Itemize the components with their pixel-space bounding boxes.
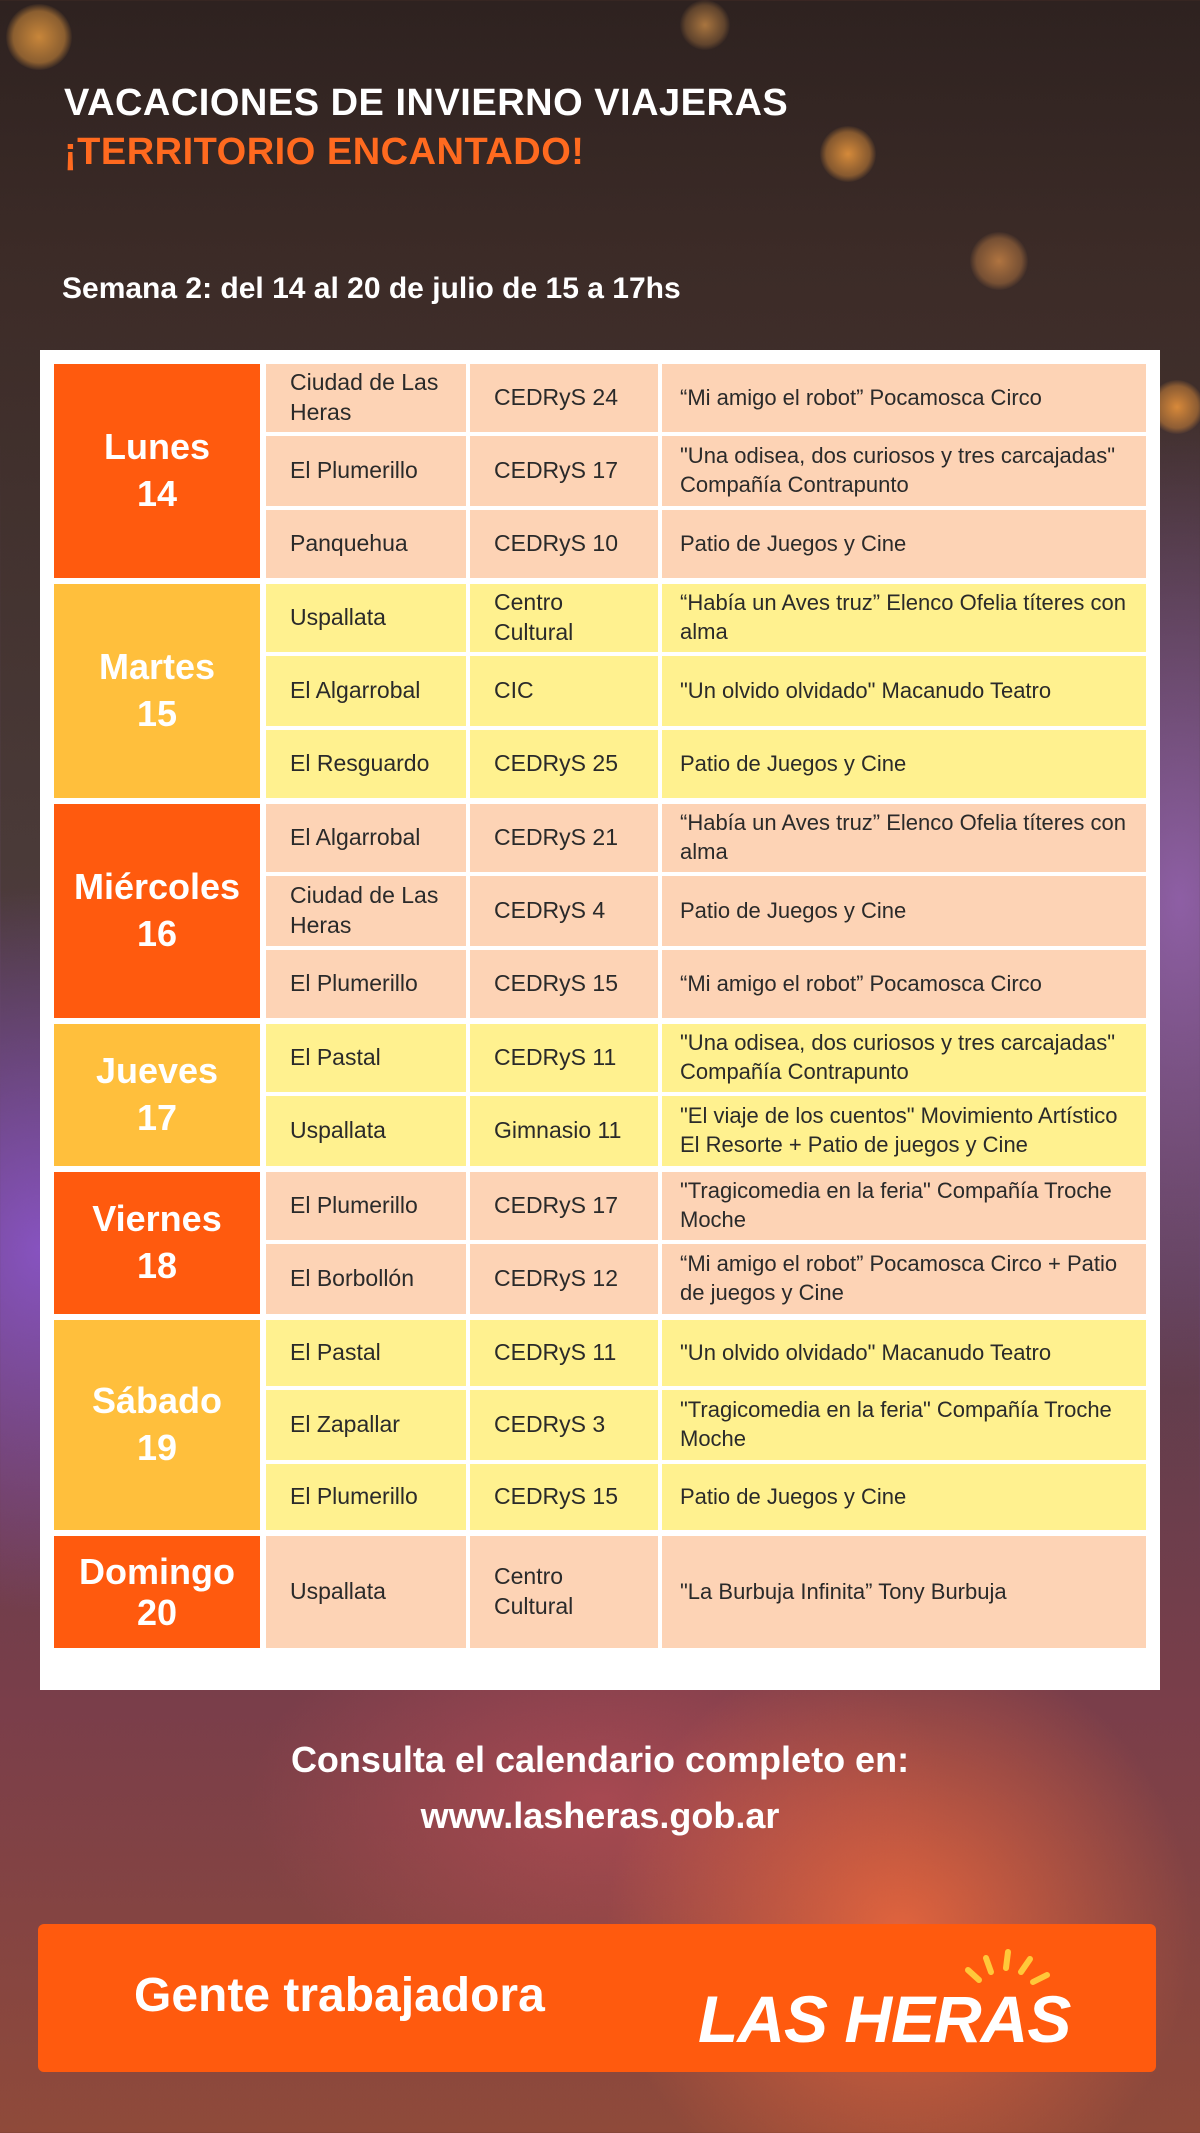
location-cell: El Pastal — [266, 1320, 466, 1386]
day-group-viernes — [54, 1172, 1146, 1314]
page-title: VACACIONES DE INVIERNO VIAJERAS — [64, 82, 789, 124]
day-date: 17 — [136, 1097, 178, 1138]
venue-cell: CIC — [470, 656, 658, 726]
venue-cell: Centro Cultural — [470, 584, 658, 652]
page-subtitle: ¡TERRITORIO ENCANTADO! — [64, 131, 585, 173]
table-row — [266, 1172, 1146, 1240]
day-label — [54, 804, 260, 1018]
footer-banner — [38, 1924, 1156, 2072]
day-date: 14 — [136, 473, 178, 514]
table-row — [266, 1464, 1146, 1530]
day-group-jueves — [54, 1024, 1146, 1166]
day-group-lunes — [54, 364, 1146, 578]
day-date: 20 — [136, 1592, 178, 1633]
slogan: Gente trabajadora — [134, 1969, 545, 2022]
day-name: Domingo — [79, 1550, 235, 1592]
day-label — [54, 1172, 260, 1314]
day-name: Jueves — [95, 1050, 219, 1092]
location-cell: El Borbollón — [266, 1244, 466, 1314]
venue-cell: CEDRyS 21 — [470, 804, 658, 872]
venue-cell: CEDRyS 3 — [470, 1390, 658, 1460]
table-row — [266, 1320, 1146, 1386]
location-cell: El Algarrobal — [266, 656, 466, 726]
day-date: 18 — [136, 1245, 178, 1286]
activity-cell: Patio de Juegos y Cine — [662, 1464, 1146, 1530]
venue-cell: CEDRyS 17 — [470, 1172, 658, 1240]
venue-cell: CEDRyS 24 — [470, 364, 658, 432]
table-row — [266, 364, 1146, 432]
logo-text: LAS HERAS — [698, 1982, 1071, 2056]
schedule-table — [40, 350, 1160, 1690]
activity-cell: “Mi amigo el robot” Pocamosca Circo — [662, 364, 1146, 432]
table-row — [266, 1244, 1146, 1314]
day-name: Miércoles — [73, 866, 241, 908]
day-date: 19 — [136, 1427, 178, 1468]
table-row — [266, 730, 1146, 798]
day-label — [54, 1320, 260, 1530]
day-group-miercoles — [54, 804, 1146, 1018]
activity-cell: Patio de Juegos y Cine — [662, 876, 1146, 946]
location-cell: El Resguardo — [266, 730, 466, 798]
bokeh-light — [6, 4, 72, 70]
table-row — [266, 510, 1146, 578]
location-cell: El Zapallar — [266, 1390, 466, 1460]
week-info: Semana 2: del 14 al 20 de julio de 15 a 17hs — [62, 272, 681, 305]
consult-block — [0, 1732, 1200, 1844]
activity-cell: "Una odisea, dos curiosos y tres carcajadas" Compañía Contrapunto — [662, 1024, 1146, 1092]
venue-cell: CEDRyS 12 — [470, 1244, 658, 1314]
activity-cell: "Una odisea, dos curiosos y tres carcajadas" Compañía Contrapunto — [662, 436, 1146, 506]
las-heras-logo — [696, 1942, 1096, 2062]
venue-cell: CEDRyS 15 — [470, 950, 658, 1018]
venue-cell: CEDRyS 15 — [470, 1464, 658, 1530]
table-row — [266, 804, 1146, 872]
activity-cell: “Había un Aves truz” Elenco Ofelia títeres con alma — [662, 584, 1146, 652]
day-group-domingo — [54, 1536, 1146, 1648]
table-row — [266, 584, 1146, 652]
location-cell: Ciudad de Las Heras — [266, 876, 466, 946]
activity-cell: "Un olvido olvidado" Macanudo Teatro — [662, 1320, 1146, 1386]
activity-cell: "La Burbuja Infinita” Tony Burbuja — [662, 1536, 1146, 1648]
day-date: 16 — [136, 913, 178, 954]
sun-rays-icon — [968, 1952, 1047, 1982]
activity-cell: "Un olvido olvidado" Macanudo Teatro — [662, 656, 1146, 726]
bokeh-light — [820, 126, 876, 182]
activity-cell: “Mi amigo el robot” Pocamosca Circo — [662, 950, 1146, 1018]
location-cell: Uspallata — [266, 1096, 466, 1166]
day-name: Sábado — [91, 1380, 223, 1422]
activity-cell: “Había un Aves truz” Elenco Ofelia títeres con alma — [662, 804, 1146, 872]
day-label — [54, 1024, 260, 1166]
venue-cell: CEDRyS 4 — [470, 876, 658, 946]
table-row — [266, 1390, 1146, 1460]
table-row — [266, 656, 1146, 726]
header — [64, 82, 788, 174]
activity-cell: Patio de Juegos y Cine — [662, 510, 1146, 578]
venue-cell: CEDRyS 25 — [470, 730, 658, 798]
day-name: Lunes — [103, 426, 210, 468]
schedule-grid — [54, 364, 1146, 1676]
venue-cell: CEDRyS 17 — [470, 436, 658, 506]
venue-cell: Gimnasio 11 — [470, 1096, 658, 1166]
venue-cell: CEDRyS 11 — [470, 1320, 658, 1386]
bokeh-light — [970, 232, 1028, 290]
location-cell: El Pastal — [266, 1024, 466, 1092]
location-cell: El Plumerillo — [266, 1464, 466, 1530]
location-cell: Panquehua — [266, 510, 466, 578]
table-row — [266, 950, 1146, 1018]
day-label — [54, 584, 260, 798]
day-group-martes — [54, 584, 1146, 798]
venue-cell: CEDRyS 10 — [470, 510, 658, 578]
location-cell: El Algarrobal — [266, 804, 466, 872]
location-cell: El Plumerillo — [266, 950, 466, 1018]
website-link[interactable]: www.lasheras.gob.ar — [420, 1794, 780, 1836]
table-row — [266, 1096, 1146, 1166]
location-cell: Uspallata — [266, 584, 466, 652]
day-group-sabado — [54, 1320, 1146, 1530]
day-date: 15 — [136, 693, 178, 734]
consult-text: Consulta el calendario completo en: — [290, 1739, 910, 1780]
table-row — [266, 876, 1146, 946]
activity-cell: "El viaje de los cuentos" Movimiento Artístico El Resorte + Patio de juegos y Cine — [662, 1096, 1146, 1166]
table-row — [266, 1024, 1146, 1092]
table-row — [266, 1536, 1146, 1648]
day-name: Martes — [98, 646, 216, 688]
location-cell: El Plumerillo — [266, 1172, 466, 1240]
activity-cell: "Tragicomedia en la feria" Compañía Troche Moche — [662, 1390, 1146, 1460]
activity-cell: “Mi amigo el robot” Pocamosca Circo + Patio de juegos y Cine — [662, 1244, 1146, 1314]
day-label — [54, 364, 260, 578]
venue-cell: Centro Cultural — [470, 1536, 658, 1648]
bokeh-light — [680, 0, 730, 50]
location-cell: Uspallata — [266, 1536, 466, 1648]
day-name: Viernes — [92, 1198, 222, 1240]
location-cell: Ciudad de Las Heras — [266, 364, 466, 432]
activity-cell: Patio de Juegos y Cine — [662, 730, 1146, 798]
venue-cell: CEDRyS 11 — [470, 1024, 658, 1092]
table-row — [266, 436, 1146, 506]
location-cell: El Plumerillo — [266, 436, 466, 506]
day-label — [54, 1536, 260, 1648]
activity-cell: "Tragicomedia en la feria" Compañía Troche Moche — [662, 1172, 1146, 1240]
